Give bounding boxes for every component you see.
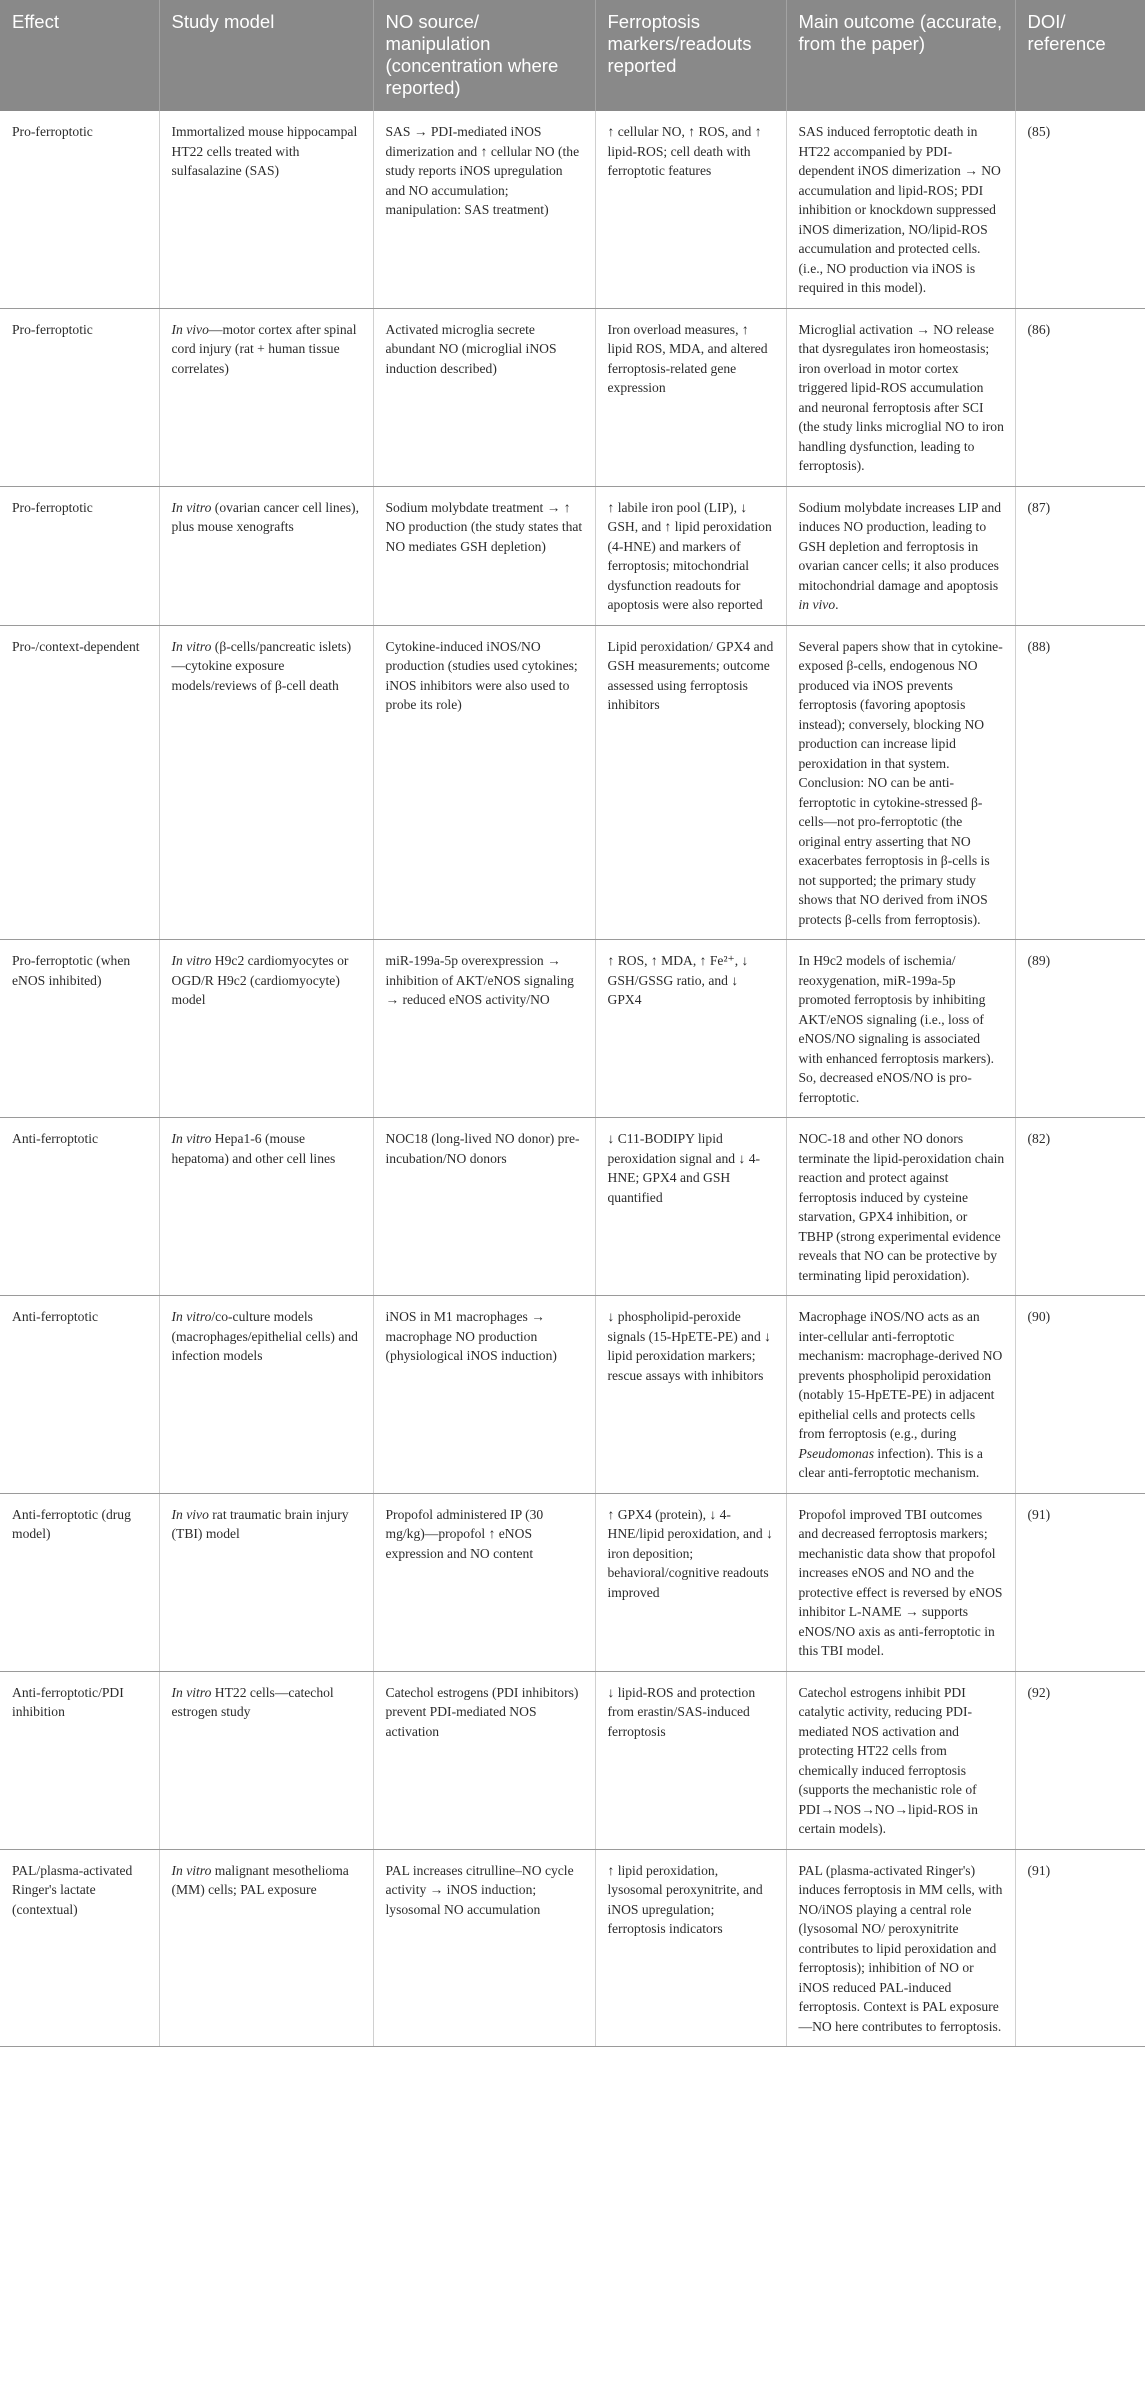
cell-no-source: SAS → PDI-mediated iNOS dimerization and ↑ cellular NO (the study reports iNOS upregulation and NO accumulation; manipulation: SAS treatment)	[373, 111, 595, 308]
table-row	[0, 940, 1145, 1118]
header-effect: Effect	[0, 0, 159, 111]
header-reference: DOI/ reference	[1015, 0, 1145, 111]
cell-main-outcome	[786, 486, 1015, 625]
cell-no-source: Propofol administered IP (30 mg/kg)—propofol ↑ eNOS expression and NO content	[373, 1493, 595, 1671]
text-run: Hepa1-6 (mouse hepatoma) and other cell lines	[171, 1131, 336, 1166]
cell-study-model	[159, 1118, 373, 1296]
cell-ferroptosis-markers: Iron overload measures, ↑ lipid ROS, MDA, and altered ferroptosis-related gene expression	[595, 308, 786, 486]
cell-study-model	[159, 308, 373, 486]
cell-main-outcome	[786, 1671, 1015, 1849]
text-run: .	[835, 597, 839, 612]
table-row	[0, 1493, 1145, 1671]
cell-study-model	[159, 1493, 373, 1671]
cell-effect: Anti-ferroptotic/PDI inhibition	[0, 1671, 159, 1849]
table-header	[0, 0, 1145, 111]
cell-main-outcome	[786, 308, 1015, 486]
cell-reference: (88)	[1015, 625, 1145, 940]
table-row	[0, 308, 1145, 486]
text-run: Macrophage iNOS/NO acts as an inter-cellular anti-ferroptotic mechanism: macrophage-derived NO prevents phospholipid peroxidation (notably 15-HpETE-PE) in adjacent epithelial cells and protects cells from ferroptosis (e.g., during	[798, 1309, 1003, 1441]
text-run: Microglial activation → NO release that dysregulates iron homeostasis; iron overload in motor cortex triggered lipid-ROS accumulation and neuronal ferroptosis after SCI (the study links microglial NO to iron handling dysfunction, leading to ferroptosis).	[798, 321, 1004, 473]
cell-reference: (86)	[1015, 308, 1145, 486]
cell-study-model	[159, 486, 373, 625]
text-run: /co-culture models (macrophages/epithelial cells) and infection models	[171, 1309, 358, 1363]
italic-text: In vivo	[171, 1506, 209, 1522]
cell-effect: Anti-ferroptotic	[0, 1118, 159, 1296]
cell-main-outcome	[786, 1849, 1015, 2047]
cell-ferroptosis-markers: ↓ lipid-ROS and protection from erastin/SAS-induced ferroptosis	[595, 1671, 786, 1849]
table-body	[0, 111, 1145, 2047]
cell-main-outcome	[786, 1296, 1015, 1494]
cell-effect: Anti-ferroptotic	[0, 1296, 159, 1494]
cell-ferroptosis-markers: ↓ C11-BODIPY lipid peroxidation signal and ↓ 4-HNE; GPX4 and GSH quantified	[595, 1118, 786, 1296]
cell-study-model	[159, 1296, 373, 1494]
italic-text: In vitro	[171, 638, 212, 654]
italic-text: In vivo	[171, 321, 209, 337]
table-row	[0, 111, 1145, 308]
text-run: malignant mesothelioma (MM) cells; PAL exposure	[171, 1862, 349, 1897]
cell-ferroptosis-markers: Lipid peroxidation/ GPX4 and GSH measurements; outcome assessed using ferroptosis inhibitors	[595, 625, 786, 940]
table-row	[0, 1118, 1145, 1296]
cell-ferroptosis-markers: ↑ ROS, ↑ MDA, ↑ Fe²⁺, ↓ GSH/GSSG ratio, and ↓ GPX4	[595, 940, 786, 1118]
italic-text: In vitro	[171, 1309, 212, 1324]
cell-main-outcome	[786, 1118, 1015, 1296]
header-no-source: NO source/ manipulation (concentration where reported)	[373, 0, 595, 111]
cell-study-model	[159, 940, 373, 1118]
cell-reference: (89)	[1015, 940, 1145, 1118]
cell-ferroptosis-markers: ↓ phospholipid-peroxide signals (15-HpETE-PE) and ↓ lipid peroxidation markers; rescue assays with inhibitors	[595, 1296, 786, 1494]
table-row	[0, 1671, 1145, 1849]
cell-no-source: Cytokine-induced iNOS/NO production (studies used cytokines; iNOS inhibitors were also used to probe its role)	[373, 625, 595, 940]
text-run: Immortalized mouse hippocampal HT22 cells treated with sulfasalazine (SAS)	[171, 124, 358, 178]
italic-text: In vitro	[171, 953, 212, 968]
text-run: Propofol improved TBI outcomes and decreased ferroptosis markers; mechanistic data show that propofol increases eNOS and NO and the protective effect is reversed by eNOS inhibitor L-NAME → supports eNOS/NO axis as anti-ferroptotic in this TBI model.	[798, 1506, 1003, 1658]
cell-reference: (85)	[1015, 111, 1145, 308]
text-run: (ovarian cancer cell lines), plus mouse xenografts	[171, 499, 359, 534]
cell-effect: PAL/plasma-activated Ringer's lactate (contextual)	[0, 1849, 159, 2047]
cell-no-source: miR-199a-5p overexpression → inhibition of AKT/eNOS signaling → reduced eNOS activity/NO	[373, 940, 595, 1118]
cell-ferroptosis-markers: ↑ cellular NO, ↑ ROS, and ↑ lipid-ROS; cell death with ferroptotic features	[595, 111, 786, 308]
cell-effect: Pro-ferroptotic (when eNOS inhibited)	[0, 940, 159, 1118]
text-run: SAS induced ferroptotic death in HT22 accompanied by PDI-dependent iNOS dimerization → NO accumulation and lipid-ROS; PDI inhibition or knockdown suppressed iNOS dimerization, NO/lipid-ROS accumulation and protected cells. (i.e., NO production via iNOS is required in this model).	[798, 124, 1001, 295]
header-study-model: Study model	[159, 0, 373, 111]
cell-study-model	[159, 1849, 373, 2047]
cell-no-source: Sodium molybdate treatment → ↑ NO production (the study states that NO mediates GSH depletion)	[373, 486, 595, 625]
cell-effect: Anti-ferroptotic (drug model)	[0, 1493, 159, 1671]
text-run: Several papers show that in cytokine-exposed β-cells, endogenous NO produced via iNOS prevents ferroptosis (favoring apoptosis instead); conversely, blocking NO production can increase lipid peroxidation in that system. Conclusion: NO can be anti-ferroptotic in cytokine-stressed β-cells—not pro-ferroptotic (the original entry asserting that NO exacerbates ferroptosis in β-cells is not supported; the primary study shows that NO derived from iNOS protects β-cells from ferroptosis).	[798, 638, 1003, 927]
table-row	[0, 1849, 1145, 2047]
cell-ferroptosis-markers: ↑ labile iron pool (LIP), ↓ GSH, and ↑ lipid peroxidation (4-HNE) and markers of ferroptosis; mitochondrial dysfunction readouts for apoptosis were also reported	[595, 486, 786, 625]
cell-no-source: Catechol estrogens (PDI inhibitors) prevent PDI-mediated NOS activation	[373, 1671, 595, 1849]
cell-reference: (90)	[1015, 1296, 1145, 1494]
text-run: PAL (plasma-activated Ringer's) induces ferroptosis in MM cells, with NO/iNOS playing a central role (lysosomal NO/ peroxynitrite contributes to lipid peroxidation and ferroptosis); inhibition of NO or iNOS reduced PAL-induced ferroptosis. Context is PAL exposure—NO here contributes to ferroptosis.	[798, 1862, 1003, 2034]
cell-effect: Pro-ferroptotic	[0, 111, 159, 308]
table-row	[0, 486, 1145, 625]
cell-reference: (87)	[1015, 486, 1145, 625]
text-run: Catechol estrogens inhibit PDI catalytic activity, reducing PDI-mediated NOS activation and protecting HT22 cells from chemically induced ferroptosis (supports the mechanistic role of PDI→NOS→NO→lipid-ROS in certain models).	[798, 1684, 978, 1836]
italic-text: In vitro	[171, 499, 212, 515]
cell-reference: (82)	[1015, 1118, 1145, 1296]
text-run: H9c2 cardiomyocytes or OGD/R H9c2 (cardiomyocyte) model	[171, 953, 349, 1007]
cell-reference: (91)	[1015, 1849, 1145, 2047]
cell-no-source: iNOS in M1 macrophages → macrophage NO production (physiological iNOS induction)	[373, 1296, 595, 1494]
cell-reference: (92)	[1015, 1671, 1145, 1849]
cell-study-model	[159, 111, 373, 308]
cell-main-outcome	[786, 940, 1015, 1118]
cell-main-outcome	[786, 625, 1015, 940]
text-run: NOC-18 and other NO donors terminate the lipid-peroxidation chain reaction and protect against ferroptosis induced by cysteine starvation, GPX4 inhibition, or TBHP (strong experimental evidence reveals that NO can be protective by terminating lipid peroxidation).	[798, 1131, 1005, 1283]
table-row	[0, 1296, 1145, 1494]
cell-effect: Pro-ferroptotic	[0, 486, 159, 625]
cell-no-source: PAL increases citrulline–NO cycle activity → iNOS induction; lysosomal NO accumulation	[373, 1849, 595, 2047]
cell-study-model	[159, 625, 373, 940]
header-row	[0, 0, 1145, 111]
table-row	[0, 625, 1145, 940]
cell-main-outcome	[786, 1493, 1015, 1671]
header-ferroptosis-markers: Ferroptosis markers/readouts reported	[595, 0, 786, 111]
cell-ferroptosis-markers: ↑ GPX4 (protein), ↓ 4-HNE/lipid peroxidation, and ↓ iron deposition; behavioral/cognitive readouts improved	[595, 1493, 786, 1671]
cell-reference: (91)	[1015, 1493, 1145, 1671]
cell-main-outcome	[786, 111, 1015, 308]
italic-text: In vitro	[171, 1862, 212, 1878]
cell-effect: Pro-/context-dependent	[0, 625, 159, 940]
italic-text: Pseudomonas	[798, 1445, 875, 1461]
cell-no-source: Activated microglia secrete abundant NO (microglial iNOS induction described)	[373, 308, 595, 486]
cell-ferroptosis-markers: ↑ lipid peroxidation, lysosomal peroxynitrite, and iNOS upregulation; ferroptosis indicators	[595, 1849, 786, 2047]
header-main-outcome: Main outcome (accurate, from the paper)	[786, 0, 1015, 111]
italic-text: in vivo	[798, 597, 836, 612]
italic-text: In vitro	[171, 1131, 212, 1146]
text-run: (β-cells/pancreatic islets)—cytokine exposure models/reviews of β-cell death	[171, 638, 352, 693]
italic-text: In vitro	[171, 1684, 212, 1700]
cell-no-source: NOC18 (long-lived NO donor) pre-incubation/NO donors	[373, 1118, 595, 1296]
text-run: In H9c2 models of ischemia/ reoxygenation, miR-199a-5p promoted ferroptosis by inhibiting AKT/eNOS signaling (i.e., loss of eNOS/NO signaling is associated with enhanced ferroptosis markers). So, decreased eNOS/NO is pro-ferroptotic.	[798, 953, 995, 1105]
text-run: HT22 cells—catechol estrogen study	[171, 1684, 334, 1719]
text-run: Sodium molybdate increases LIP and induces NO production, leading to GSH depletion and ferroptosis in ovarian cancer cells; it also produces mitochondrial damage and apoptosis	[798, 499, 1002, 593]
text-run: infection). This is a clear anti-ferroptotic mechanism.	[798, 1445, 983, 1480]
cell-effect: Pro-ferroptotic	[0, 308, 159, 486]
text-run: —motor cortex after spinal cord injury (rat + human tissue correlates)	[171, 321, 357, 376]
cell-study-model	[159, 1671, 373, 1849]
text-run: rat traumatic brain injury (TBI) model	[171, 1506, 349, 1541]
